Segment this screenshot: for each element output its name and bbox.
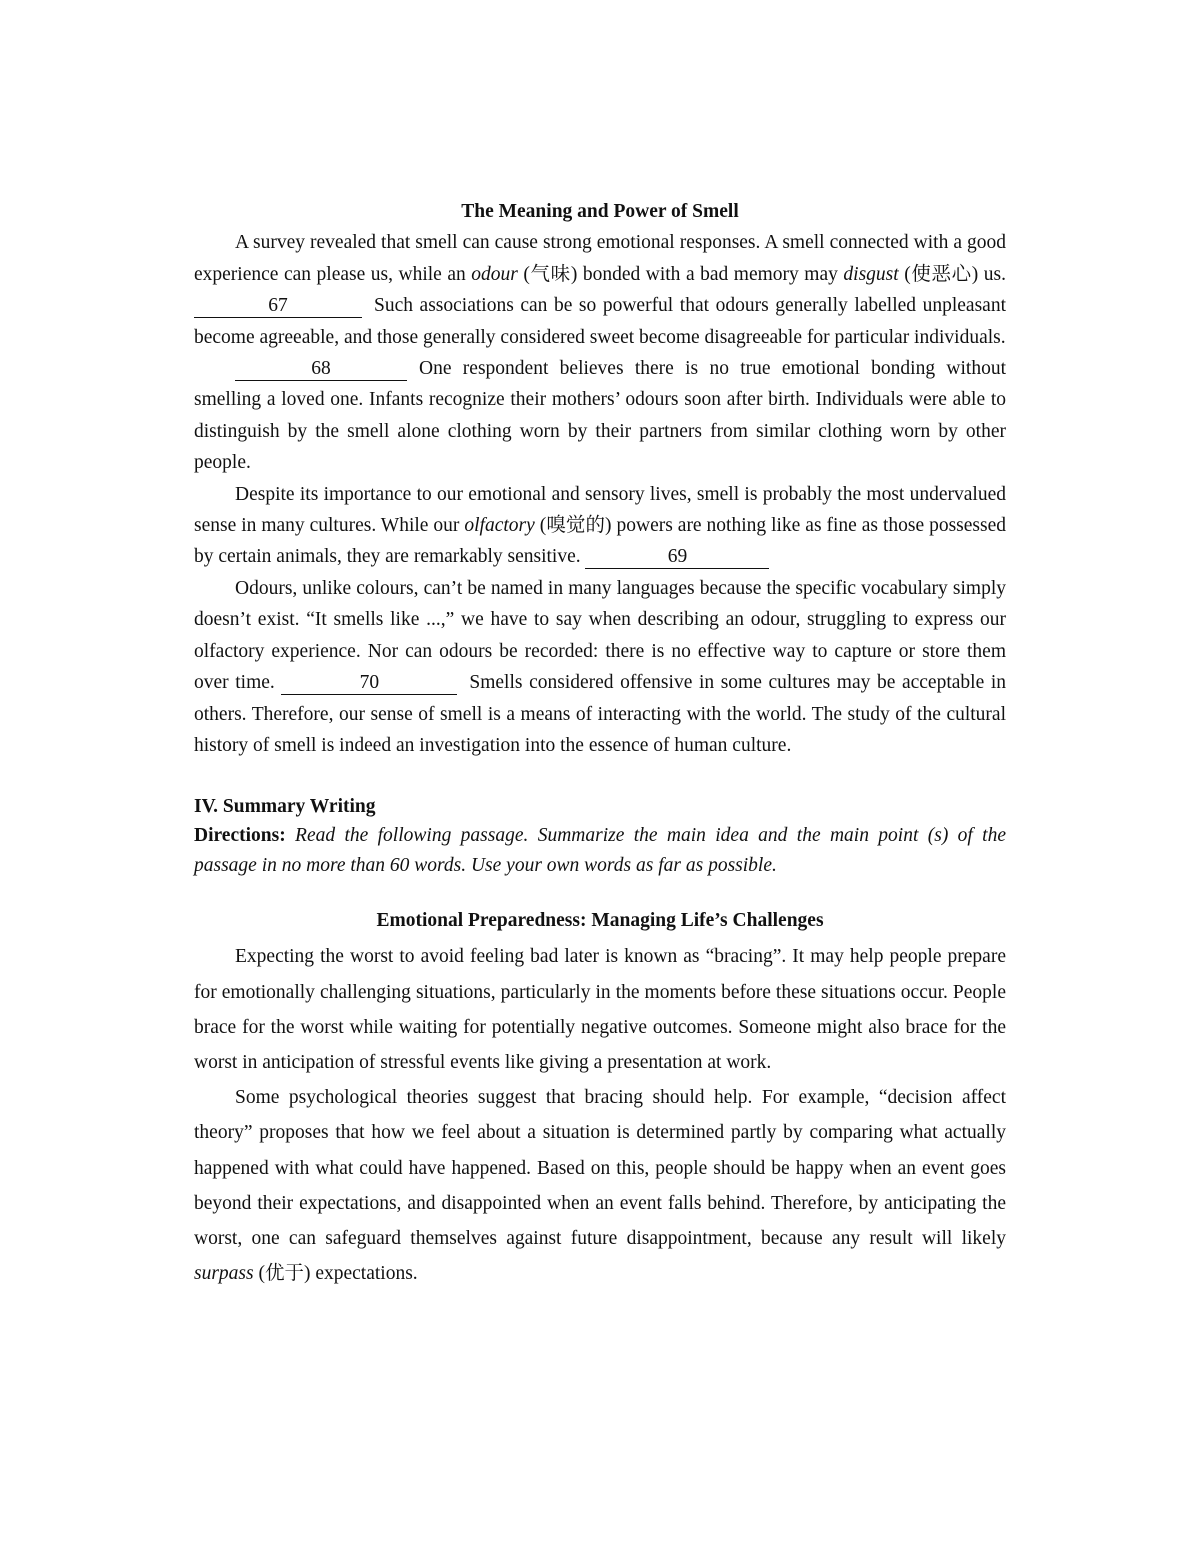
- passage1-paragraph-1: [194, 227, 1006, 353]
- passage1-paragraph-4: [194, 573, 1006, 761]
- document-page: [194, 196, 1006, 1291]
- directions: [194, 821, 1006, 881]
- word-surpass: surpass: [194, 1263, 254, 1285]
- word-olfactory: olfactory: [464, 515, 535, 537]
- passage2-title: Emotional Preparedness: Managing Life’s Challenges: [376, 910, 824, 932]
- passage1-paragraph-2: [194, 353, 1006, 479]
- text-run: Such associations can be so powerful that odours generally labelled unpleasant become agreeable, and those generally considered sweet become disagreeable for particular individuals.: [194, 295, 1006, 348]
- passage1-title: The Meaning and Power of Smell: [461, 201, 739, 222]
- word-disgust: disgust: [843, 263, 899, 285]
- text-run: Despite its importance to our emotional and sensory lives, smell is probably the most undervalued sense in many cultures. While our: [194, 483, 1006, 537]
- directions-text: Read the following passage. Summarize the main idea and the main point (s) of the passage in no more than 60 words. Use your own words as far as possible.: [194, 825, 1006, 877]
- passage2-paragraph-2: [194, 1080, 1006, 1291]
- section-heading: IV. Summary Writing: [194, 796, 376, 818]
- text-run: One respondent believes there is no true emotional bonding without smelling a loved one. Infants recognize their mothers’ odours soon after birth. Individuals were able to distinguish by the smell alone clothing worn by their partners from similar clothing worn by other people.: [194, 358, 1006, 474]
- word-odour: odour: [471, 263, 518, 285]
- text-run: A survey revealed that smell can cause strong emotional responses. A smell connected with a good experience can please us, while an: [194, 232, 1006, 285]
- answer-blank-70[interactable]: 70: [281, 672, 457, 695]
- text-run: (嗅觉的) powers are nothing like as fine as those possessed by certain animals, they are remarkably sensitive.: [194, 515, 1006, 568]
- text-run: (使恶心) us.: [898, 263, 1006, 285]
- answer-blank-68[interactable]: 68: [235, 358, 407, 381]
- passage1-paragraph-3: [194, 479, 1006, 573]
- answer-blank-67[interactable]: 67: [194, 295, 362, 318]
- text-run: (优于) expectations.: [253, 1263, 418, 1285]
- directions-label: Directions:: [194, 825, 286, 847]
- answer-blank-69[interactable]: 69: [585, 546, 769, 569]
- text-run: Smells considered offensive in some cultures may be acceptable in others. Therefore, our sense of smell is a means of interacting with the world. The study of the cultural history of smell is indeed an investigation into the essence of human culture.: [194, 672, 1006, 756]
- text-run: (气味) bonded with a bad memory may: [517, 263, 844, 285]
- text-run: Some psychological theories suggest that bracing should help. For example, “decision affect theory” proposes that how we feel about a situation is determined partly by comparing what actually happened with what could have happened. Based on this, people should be happy when an event goes beyond their expectations, and disappointed when an event falls behind. Therefore, by anticipating the worst, one can safeguard themselves against future disappointment, because any result will likely: [194, 1087, 1006, 1249]
- text-run: Odours, unlike colours, can’t be named in many languages because the specific vocabulary simply doesn’t exist. “It smells like ...,” we have to say when describing an odour, struggling to express our olfactory experience. Nor can odours be recorded: there is no effective way to capture or store them over time.: [194, 577, 1006, 694]
- passage2-paragraph-1: Expecting the worst to avoid feeling bad later is known as “bracing”. It may help people prepare for emotionally challenging situations, particularly in the moments before these situations occur. People brace for the worst while waiting for potentially negative outcomes. Someone might also brace for the worst in anticipation of stressful events like giving a presentation at work.: [194, 946, 1006, 1073]
